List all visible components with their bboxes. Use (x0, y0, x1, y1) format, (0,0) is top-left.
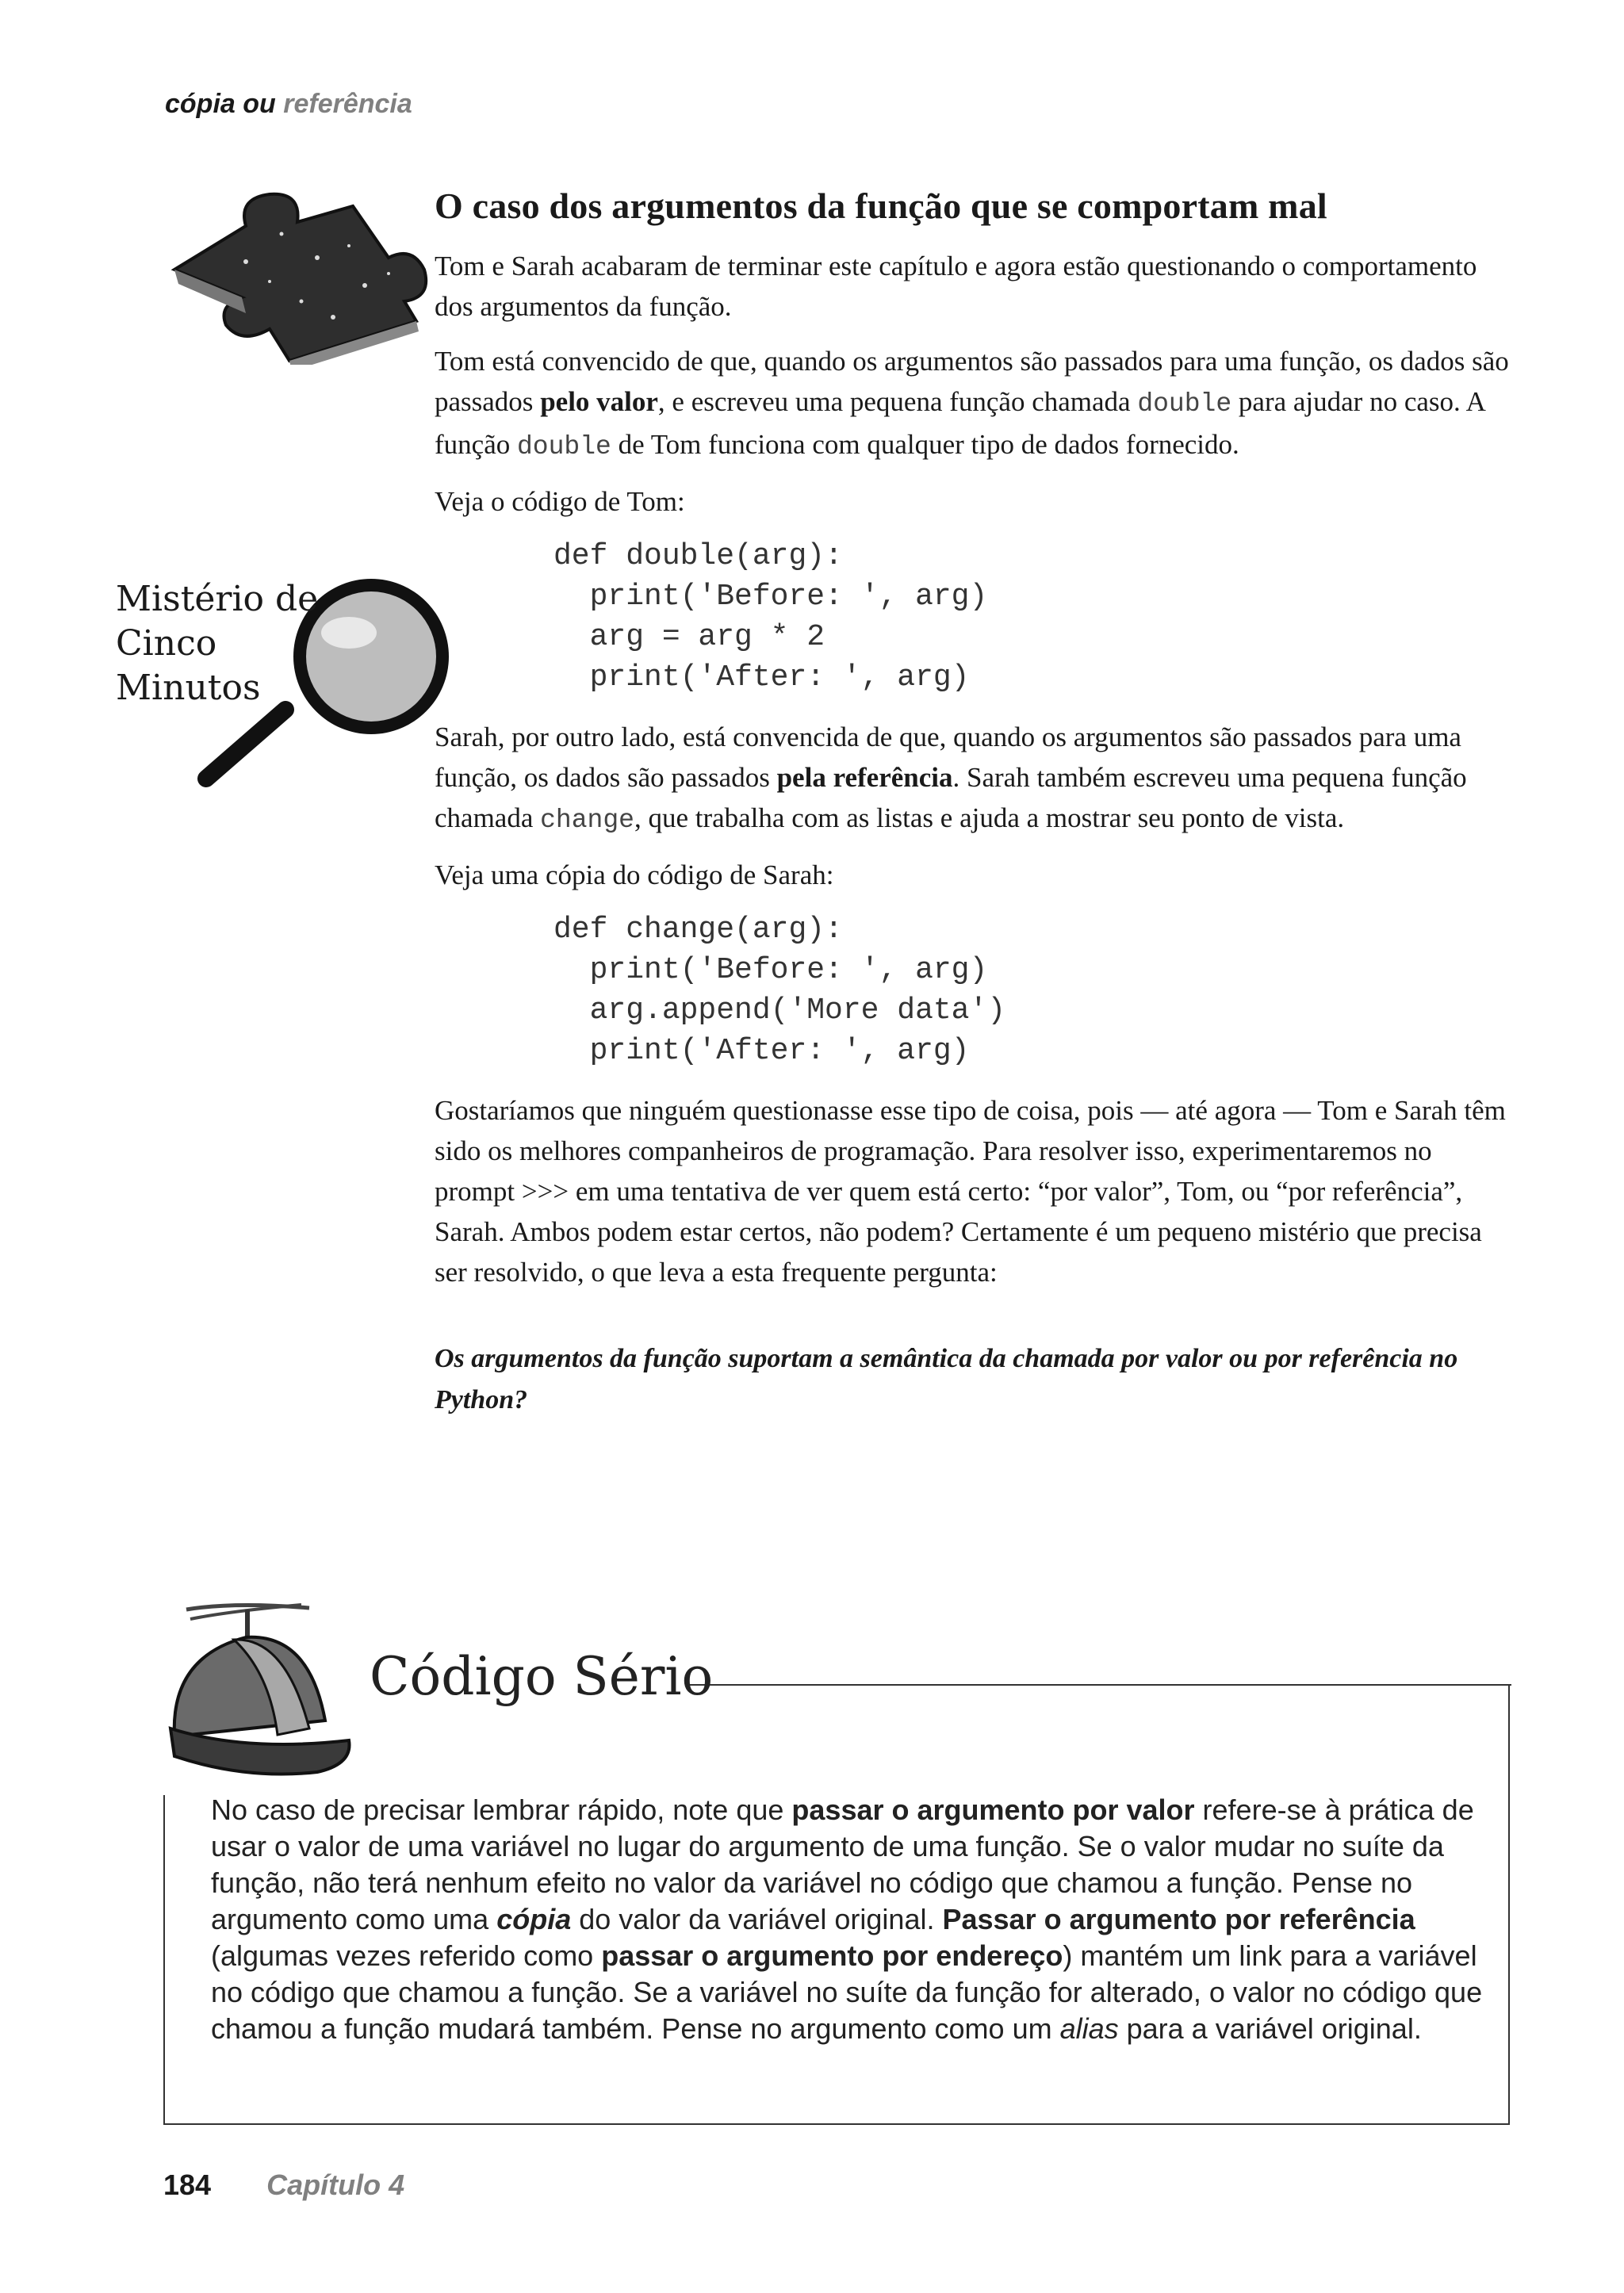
text: , que trabalha com as listas e ajuda a mostrar seu ponto de vista. (634, 802, 1345, 833)
text: ) mantém um link para a variável no código que chamou a função. Se a variável no suíte da função for alterado, o valor no código que chamou a função mudará também. Pense no argumento como um (211, 1939, 1483, 2045)
bold-text: Passar o argumento por referência (942, 1903, 1415, 1935)
bold-text: passar o argumento por endereço (601, 1939, 1063, 1972)
inline-code: double (516, 432, 611, 461)
text: . Sarah também escreveu uma pequena função chamada (435, 762, 1467, 833)
puzzle-piece-icon (151, 182, 436, 365)
running-header (165, 89, 412, 120)
serious-code-title: Código Sério (370, 1646, 714, 1707)
text: para ajudar no caso. A função (435, 386, 1484, 460)
code-block-change: def change(arg): print('Before: ', arg) arg.append('More data') print('After: ', arg) (553, 913, 1006, 1068)
paragraph-conclusion: Gostaríamos que ninguém questionasse esse tipo de coisa, pois — até agora — Tom e Sarah têm sido os melhores companheiros de programação. Para resolver isso, experimentaremos no prompt >>> em uma tentativa de ver quem está certo: “por valor”, Tom, ou “por referência”, Sarah. Ambos podem estar certos, não podem? Certamente é um pequeno mistério que precisa ser resolvido, o que leva a esta frequente pergunta: (435, 1095, 1506, 1288)
main-content (435, 184, 1513, 1421)
paragraph-sarah-code-intro: Veja uma cópia do código de Sarah: (435, 859, 834, 890)
inline-code: change (540, 806, 634, 835)
key-question: Os argumentos da função suportam a semântica da chamada por valor ou por referência no Python? (435, 1344, 1458, 1414)
paragraph-intro: Tom e Sarah acabaram de terminar este capítulo e agora estão questionando o comportamento dos argumentos da função. (435, 251, 1477, 322)
header-copy: cópia ou (165, 89, 284, 119)
bold-text: passar o argumento por valor (791, 1793, 1195, 1826)
text: , e escreveu uma pequena função chamada (657, 386, 1138, 417)
inline-code: double (1137, 389, 1232, 419)
section-title: O caso dos argumentos da função que se comportam mal (435, 186, 1327, 226)
mystery-label (116, 577, 322, 710)
text: do valor da variável original. (571, 1903, 943, 1935)
bold-italic-text: cópia (496, 1903, 572, 1935)
text: No caso de precisar lembrar rápido, note que (211, 1793, 792, 1826)
header-reference: referência (283, 89, 412, 119)
propeller-cap-icon (159, 1602, 357, 1792)
page-number: 184 (163, 2169, 212, 2201)
text: Tom está convencido de que, quando os argumentos são passados para uma função, os dados são passados (435, 346, 1509, 417)
chapter-label: Capítulo 4 (266, 2169, 405, 2201)
mystery-line: Minutos (116, 668, 261, 708)
paragraph-sarah (435, 717, 1513, 840)
paragraph-tom (435, 341, 1513, 467)
text: de Tom funciona com qualquer tipo de dados fornecido. (611, 429, 1239, 460)
paragraph-tom-code-intro: Veja o código de Tom: (435, 486, 685, 517)
serious-code-text (211, 1792, 1488, 2047)
bold-text: pela referência (776, 762, 953, 793)
mystery-line: Mistério de (116, 579, 319, 619)
text: (algumas vezes referido como (211, 1939, 602, 1972)
code-block-double: def double(arg): print('Before: ', arg) arg = arg * 2 print('After: ', arg) (553, 539, 988, 695)
page-footer (163, 2169, 404, 2202)
italic-text: alias (1059, 2012, 1119, 2045)
serious-title-rule (687, 1684, 1511, 1686)
text: Sarah, por outro lado, está convencida de que, quando os argumentos são passados para uma função, os dados são passados (435, 722, 1461, 793)
text: para a variável original. (1118, 2012, 1422, 2045)
mystery-line: Cinco (116, 623, 217, 664)
bold-text: pelo valor (540, 386, 658, 417)
text: refere-se à prática de usar o valor de uma variável no lugar do argumento de uma função. Se o valor mudar no suíte da função, não terá nenhum efeito no valor da variável no código que chamou a função. Pense no argumento como uma (211, 1793, 1474, 1935)
